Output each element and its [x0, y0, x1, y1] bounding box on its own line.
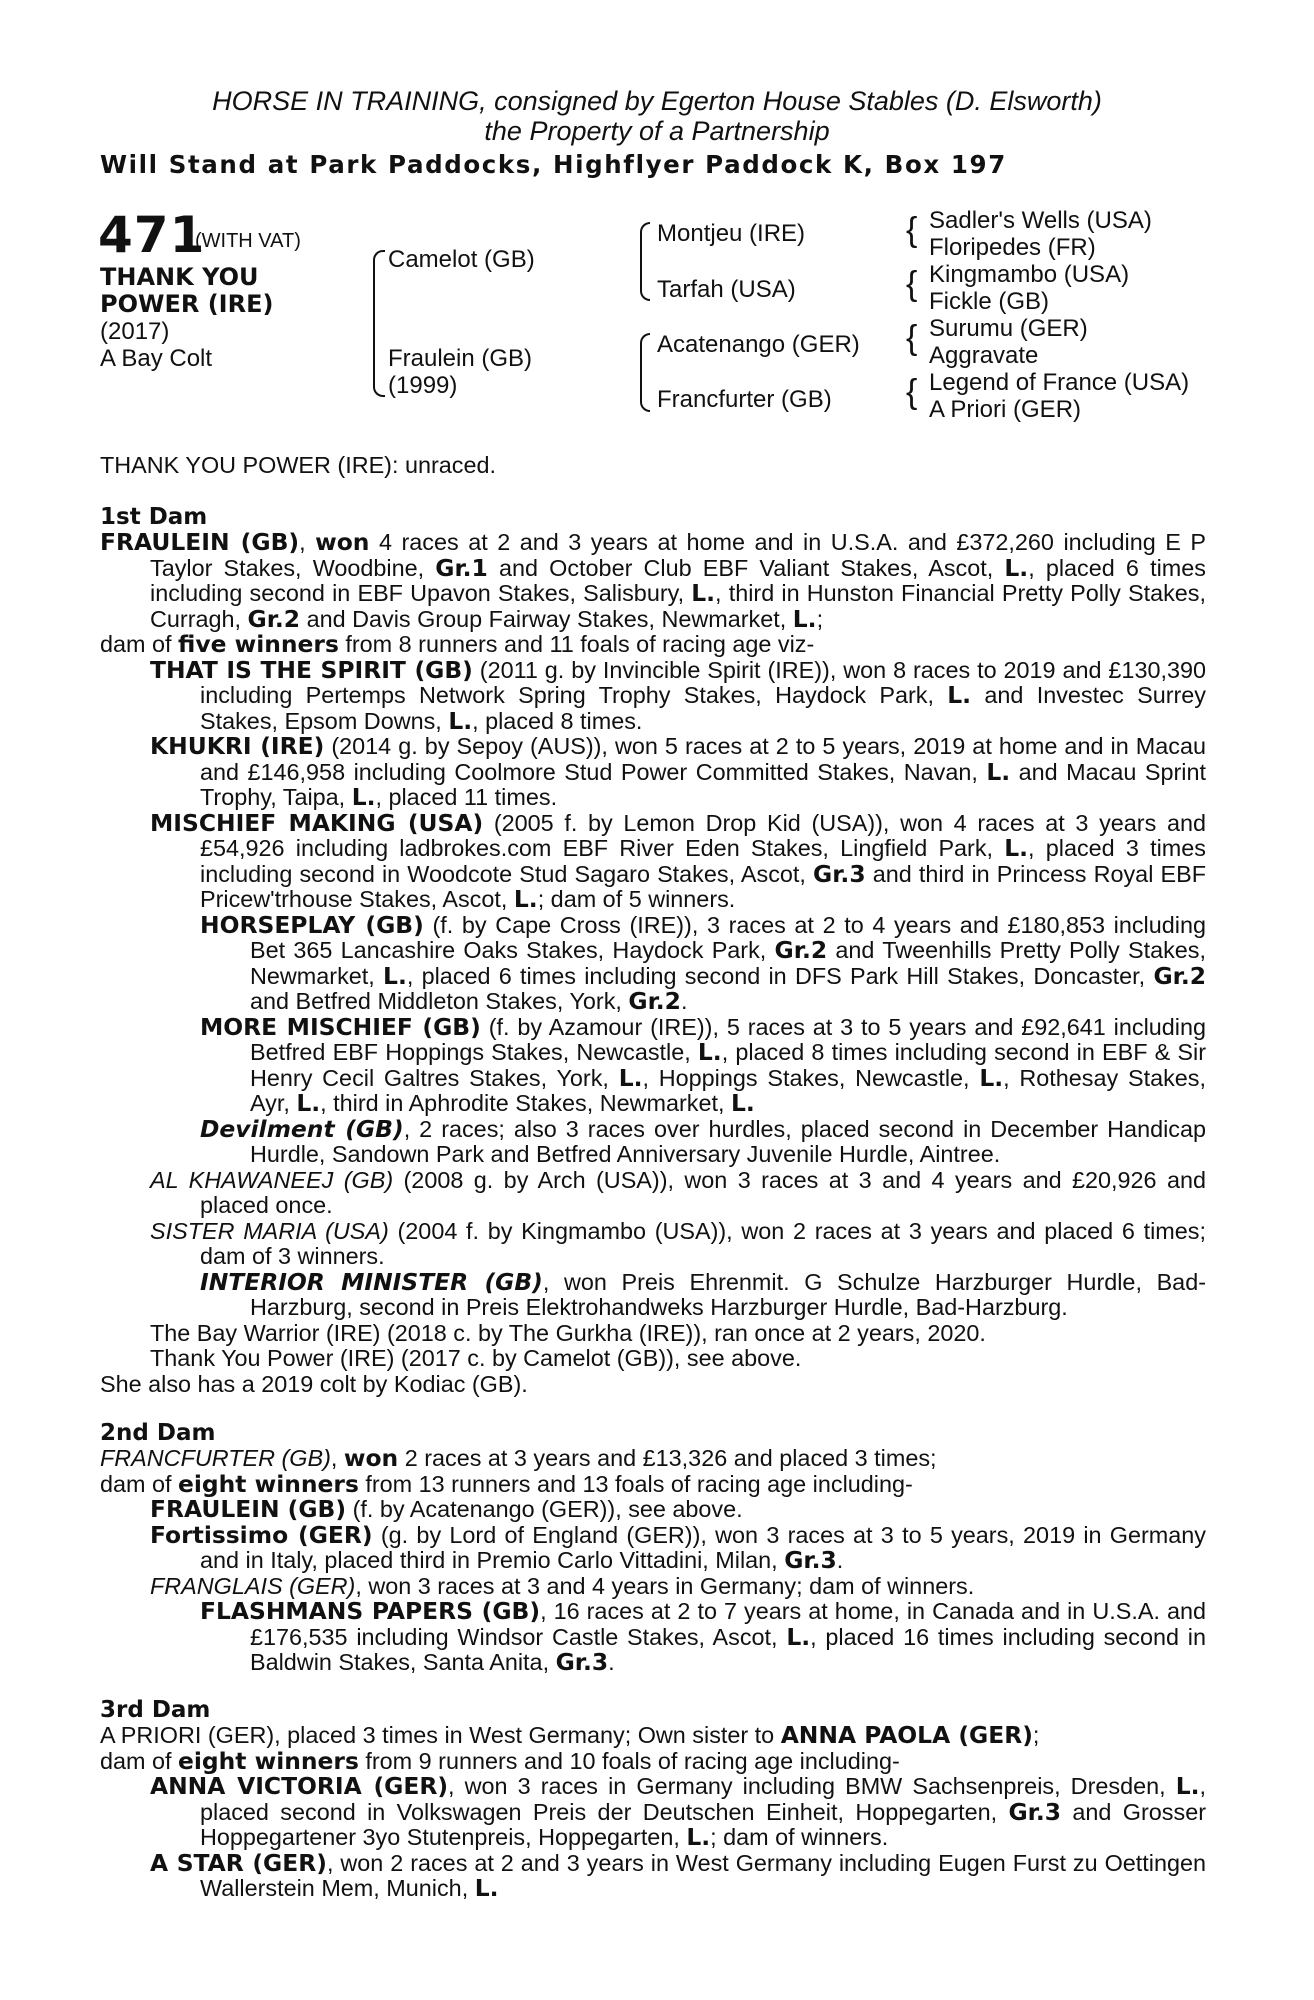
- first-dam-heading: 1st Dam: [100, 504, 208, 530]
- horse-name: [100, 264, 273, 318]
- pedigree-brace-gg4: {: [906, 373, 918, 411]
- produce-the-bay-warrior: The Bay Warrior (IRE) (2018 c. by The Gurkha (IRE)), ran once at 2 years, 2020.: [150, 1319, 986, 1346]
- first-dam-section: [100, 530, 1206, 1397]
- pedigree-brace-gg3: {: [906, 319, 918, 357]
- pedigree-brace-gg1: {: [906, 211, 918, 249]
- horse-description: A Bay Colt: [100, 345, 213, 372]
- third-dam-section: [100, 1723, 1206, 1902]
- ownership-line: the Property of a Partnership: [484, 116, 830, 146]
- pedigree-dam-dam: Francfurter (GB): [657, 386, 832, 413]
- lot-number: 471: [98, 206, 206, 264]
- second-dam-entry: FRANCFURTER (GB), won 2 races at 3 years and £13,326 and placed 3 times;: [100, 1444, 937, 1472]
- pedigree-sire-dam: Tarfah (USA): [657, 276, 796, 303]
- third-dam-entry: A PRIORI (GER), placed 3 times in West Germany; Own sister to ANNA PAOLA (GER);: [100, 1721, 1040, 1749]
- first-dam-entry: FRAULEIN (GB), won 4 races at 2 and 3 years at home and in U.S.A. and £372,260 including E P Taylor Stakes, Woodbine, Gr.1 and October Club EBF Valiant Stakes, Ascot, L., placed 6 times including second in EBF Upavon Stakes, Salisbury, L., third in Hunston Financial Pretty Polly Stakes, Curragh, Gr.2 and Davis Group Fairway Stakes, Newmarket, L.;: [100, 528, 1206, 633]
- second-dam-heading: 2nd Dam: [100, 1420, 216, 1446]
- produce-fraulein: FRAULEIN (GB) (f. by Acatenango (GER)), see above.: [150, 1495, 743, 1523]
- produce-more-mischief: MORE MISCHIEF (GB) (f. by Azamour (IRE)), 5 races at 3 to 5 years and £92,641 including Betfred EBF Hoppings Stakes, Newcastle, L., placed 8 times including second in EBF & Sir Henry Cecil Galtres Stakes, York, L., Hoppings Stakes, Newcastle, L., Rothesay Stakes, Ayr, L., third in Aphrodite Stakes, Newmarket, L.: [200, 1012, 1207, 1117]
- pedigree-ggd2: Fickle (GB): [929, 288, 1049, 315]
- produce-khukri: KHUKRI (IRE) (2014 g. by Sepoy (AUS)), won 5 races at 2 to 5 years, 2019 at home and in Macau and £146,958 including Coolmore Stud Power Committed Stakes, Navan, L. and Macau Sprint Trophy, Taipa, L., placed 11 times.: [150, 732, 1206, 811]
- pedigree-brace-sire: [640, 222, 650, 301]
- pedigree-ggd3: Aggravate: [929, 342, 1039, 369]
- third-dam-produce-summary: dam of eight winners from 9 runners and 10 foals of racing age including-: [100, 1746, 900, 1775]
- produce-interior-minister: INTERIOR MINISTER (GB), won Preis Ehrenmit. G Schulze Harzburger Hurdle, Bad-Harzburg, second in Preis Elektrohandweks Harzburger Hurdle, Bad-Harzburg.: [200, 1267, 1206, 1320]
- produce-anna-victoria: ANNA VICTORIA (GER), won 3 races in Germany including BMW Sachsenpreis, Dresden, L., placed second in Volkswagen Preis der Deutschen Einheit, Hoppegarten, Gr.3 and Grosser Hoppegartener 3yo Stutenpreis, Hoppegarten, L.; dam of winners.: [150, 1772, 1206, 1851]
- pedigree-brace-gg2: {: [906, 265, 918, 303]
- pedigree-brace-dam: [640, 333, 650, 412]
- horse-name-line2: POWER (IRE): [100, 290, 274, 318]
- produce-mischief-making: MISCHIEF MAKING (USA) (2005 f. by Lemon Drop Kid (USA)), won 4 races at 3 years and £54,926 including ladbrokes.com EBF River Eden Stakes, Lingfield Park, L., placed 3 times including second in Woodcote Stud Sagaro Stakes, Ascot, Gr.3 and third in Princess Royal EBF Pricew'trhouse Stakes, Ascot, L.; dam of 5 winners.: [150, 808, 1206, 913]
- racing-summary: THANK YOU POWER (IRE): unraced.: [100, 452, 496, 478]
- produce-al-khawaneej: AL KHAWANEEJ (GB) (2008 g. by Arch (USA)), won 3 races at 3 and 4 years and £20,926 and placed once.: [150, 1166, 1206, 1218]
- pedigree-sire-sire: Montjeu (IRE): [657, 220, 806, 247]
- horse-name-line1: THANK YOU: [100, 263, 259, 291]
- first-dam-produce-summary: dam of five winners from 8 runners and 11 foals of racing age viz-: [100, 630, 815, 658]
- pedigree-ggs4: Legend of France (USA): [929, 369, 1190, 396]
- second-dam-produce-summary: dam of eight winners from 13 runners and 13 foals of racing age including-: [100, 1469, 913, 1498]
- produce-thank-you-power: Thank You Power (IRE) (2017 c. by Camelot (GB)), see above.: [150, 1345, 802, 1371]
- third-dam-heading: 3rd Dam: [100, 1697, 211, 1723]
- stand-location: Will Stand at Park Paddocks, Highflyer Paddock K, Box 197: [100, 150, 1007, 179]
- produce-franglais: FRANGLAIS (GER), won 3 races at 3 and 4 years in Germany; dam of winners.: [150, 1572, 975, 1599]
- second-dam-section: [100, 1446, 1206, 1676]
- foaling-year: (2017): [100, 318, 170, 345]
- produce-fortissimo: Fortissimo (GER) (g. by Lord of England (GER)), won 3 races at 3 to 5 years, 2019 in Germany and in Italy, placed third in Premio Carlo Vittadini, Milan, Gr.3.: [150, 1520, 1206, 1574]
- pedigree-brace-main: [373, 250, 385, 397]
- pedigree-dam: Fraulein (GB): [388, 345, 533, 372]
- pedigree-ggs1: Sadler's Wells (USA): [929, 207, 1152, 234]
- produce-sister-maria: SISTER MARIA (USA) (2004 f. by Kingmambo (USA)), won 2 races at 3 years and placed 6 times; dam of 3 winners.: [150, 1217, 1206, 1269]
- consignor-line: HORSE IN TRAINING, consigned by Egerton House Stables (D. Elsworth): [212, 86, 1102, 116]
- vat-note: (WITH VAT): [195, 230, 301, 252]
- first-dam-note: She also has a 2019 colt by Kodiac (GB).: [100, 1370, 528, 1397]
- pedigree-sire: Camelot (GB): [388, 246, 535, 273]
- pedigree-ggd1: Floripedes (FR): [929, 234, 1096, 261]
- produce-that-is-the-spirit: THAT IS THE SPIRIT (GB) (2011 g. by Invincible Spirit (IRE)), won 8 races to 2019 and £130,390 including Pertemps Network Spring Trophy Stakes, Haydock Park, L. and Investec Surrey Stakes, Epsom Downs, L., placed 8 times.: [150, 655, 1206, 735]
- pedigree-ggs3: Surumu (GER): [929, 315, 1088, 342]
- produce-a-star: A STAR (GER), won 2 races at 2 and 3 years in West Germany including Eugen Furst zu Oettingen Wallerstein Mem, Munich, L.: [150, 1848, 1206, 1902]
- pedigree-ggd4: A Priori (GER): [929, 396, 1082, 423]
- pedigree-dam-year: (1999): [388, 372, 458, 399]
- pedigree-ggs2: Kingmambo (USA): [929, 261, 1130, 288]
- pedigree-dam-sire: Acatenango (GER): [657, 331, 860, 358]
- produce-devilment: Devilment (GB), 2 races; also 3 races over hurdles, placed second in December Handicap Hurdle, Sandown Park and Betfred Anniversary Juvenile Hurdle, Aintree.: [200, 1114, 1206, 1167]
- produce-horseplay: HORSEPLAY (GB) (f. by Cape Cross (IRE)), 3 races at 2 to 4 years and £180,853 including Bet 365 Lancashire Oaks Stakes, Haydock Park, Gr.2 and Tweenhills Pretty Polly Stakes, Newmarket, L., placed 6 times including second in DFS Park Hill Stakes, Doncaster, Gr.2 and Betfred Middleton Stakes, York, Gr.2.: [200, 910, 1206, 1015]
- produce-flashmans-papers: FLASHMANS PAPERS (GB), 16 races at 2 to 7 years at home, in Canada and in U.S.A. and £176,535 including Windsor Castle Stakes, Ascot, L., placed 16 times including second in Baldwin Stakes, Santa Anita, Gr.3.: [200, 1597, 1207, 1676]
